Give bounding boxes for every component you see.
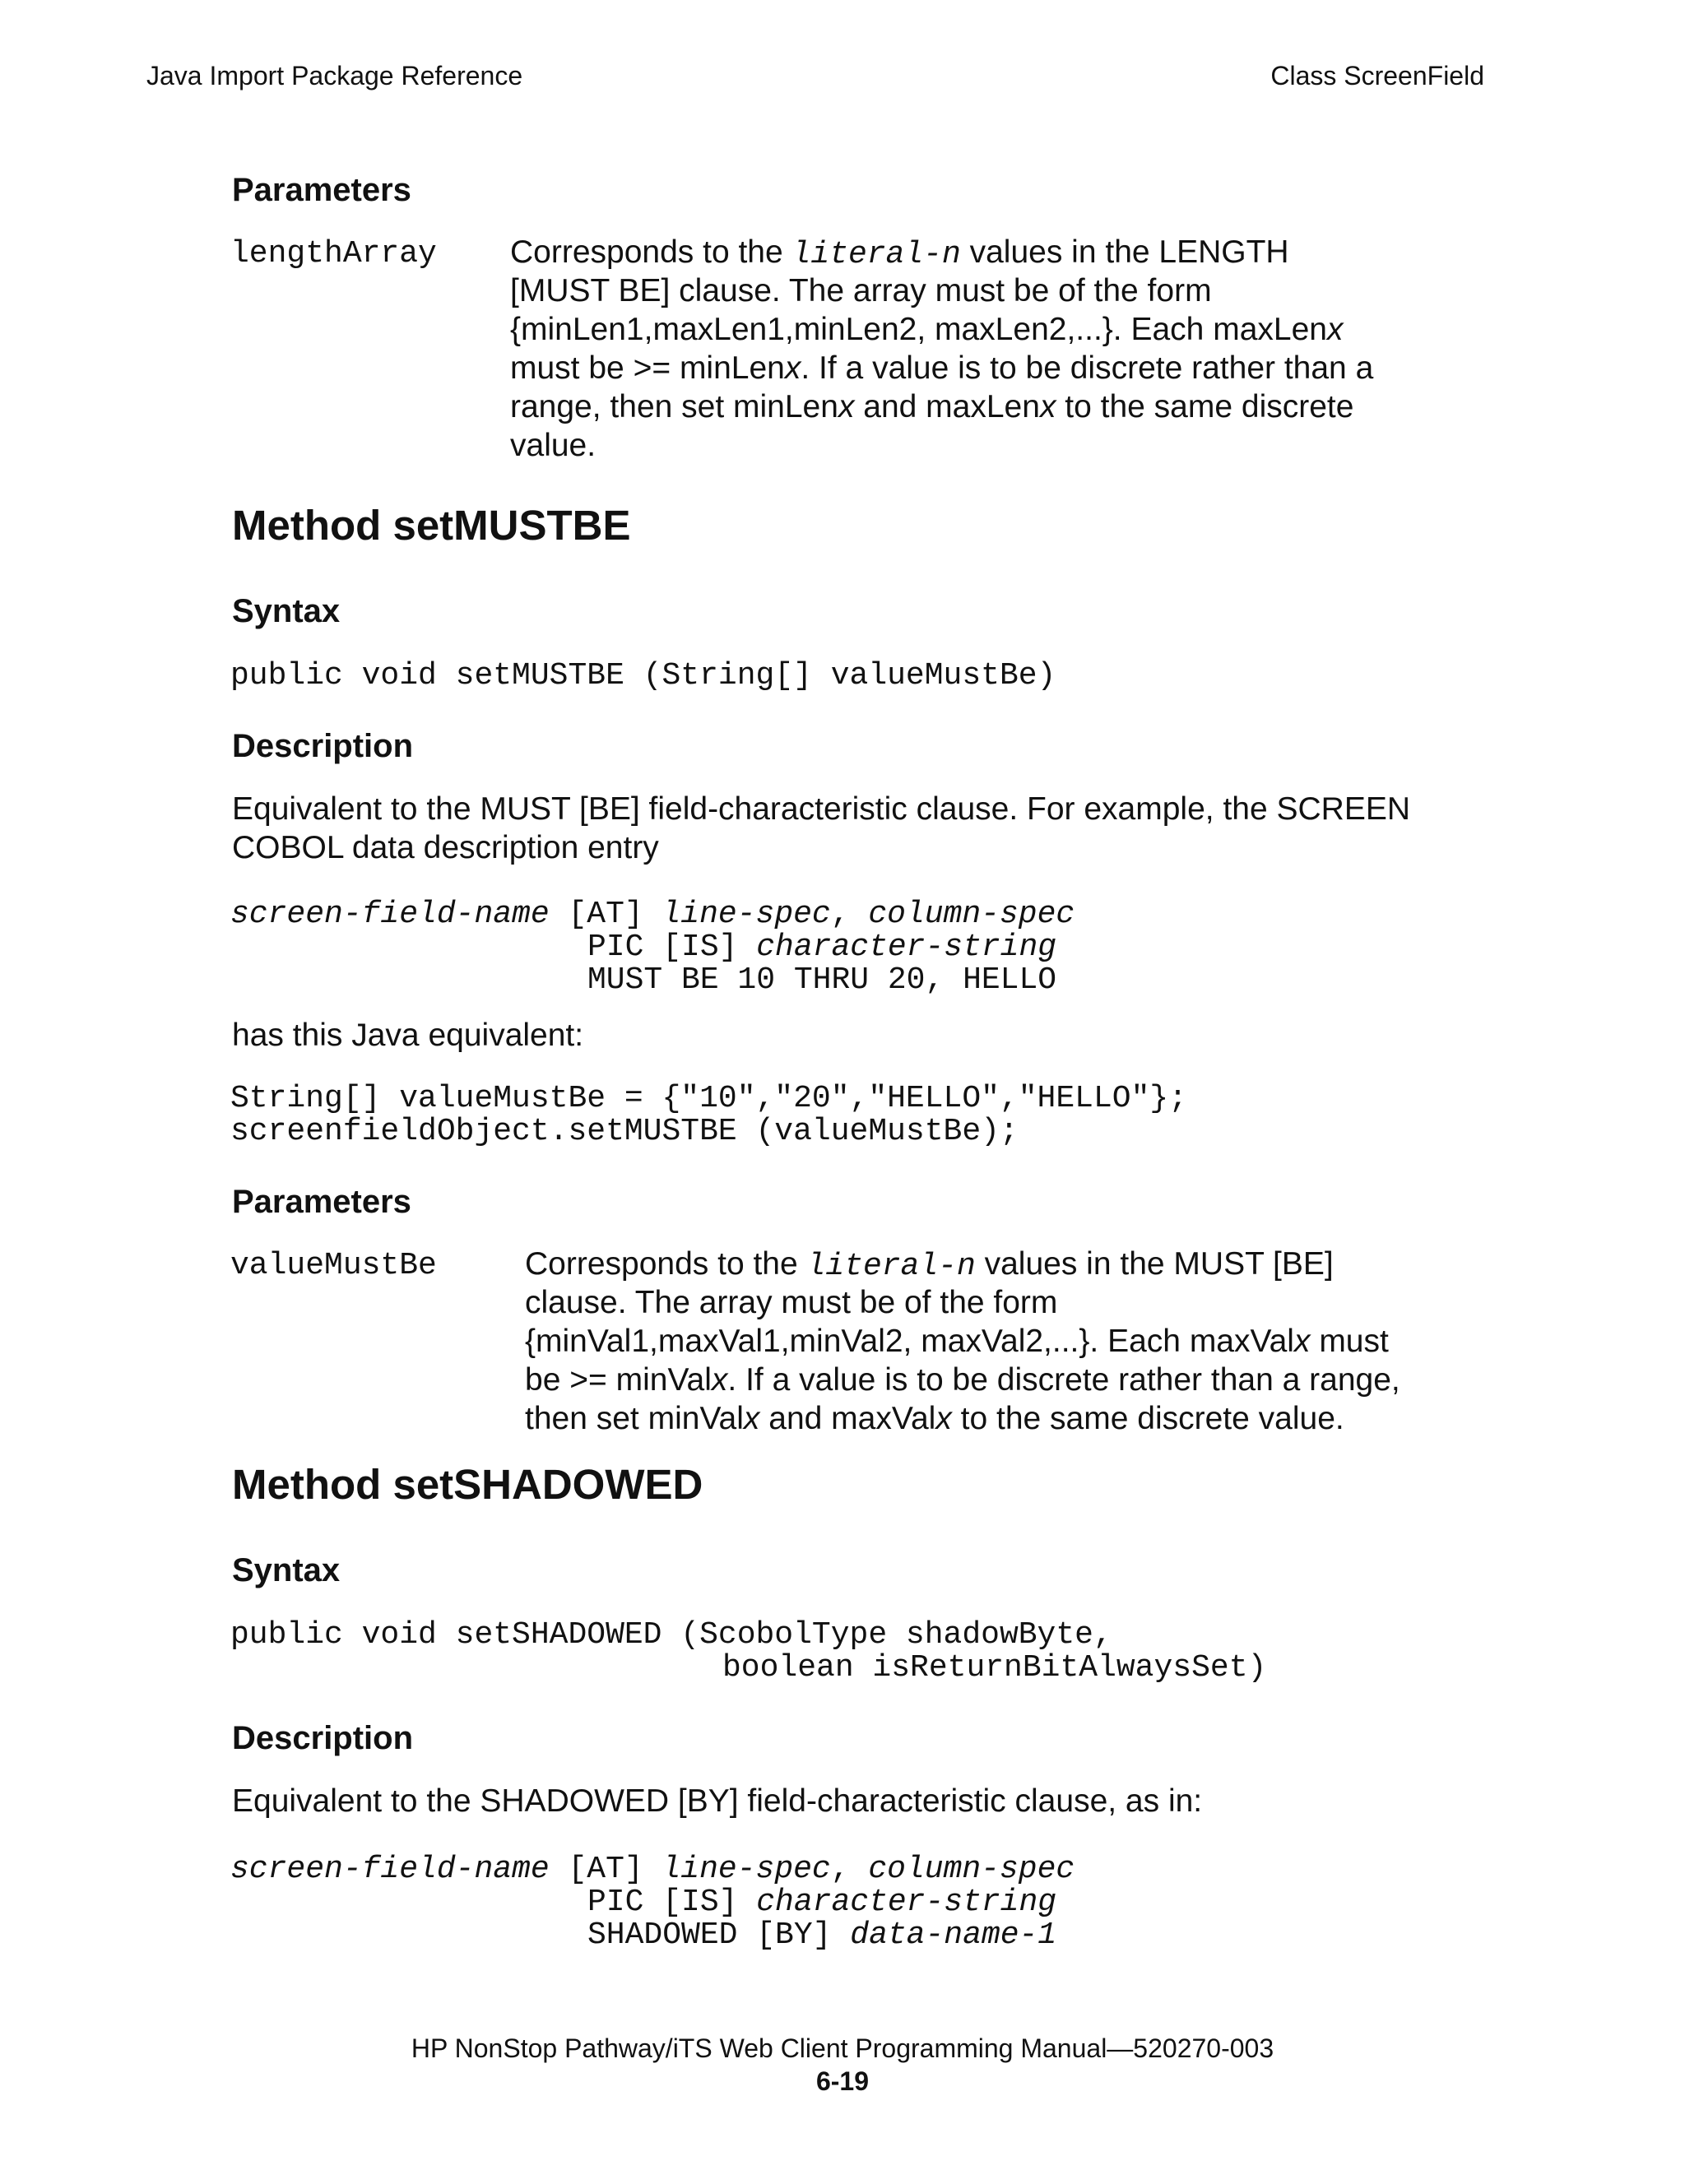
java-code-line: screenfieldObject.setMUSTBE (valueMustBe); <box>230 1114 1019 1149</box>
java-code-line: String[] valueMustBe = {"10","20","HELLO","HELLO"}; <box>230 1081 1187 1116</box>
text-run: values in the MUST [BE] <box>975 1246 1334 1282</box>
description-heading: Description <box>232 1720 414 1756</box>
text-run: and maxVal <box>759 1401 936 1436</box>
syntax-code-line: boolean isReturnBitAlwaysSet) <box>722 1650 1267 1686</box>
param-desc-line: clause. The array must be of the form <box>525 1285 1058 1320</box>
description-line: Equivalent to the SHADOWED [BY] field-characteristic clause, as in: <box>232 1783 1203 1819</box>
code-line <box>230 1853 1075 1886</box>
param-description-valuemustbe <box>525 1245 1400 1438</box>
code-run: PIC [IS] <box>587 930 757 965</box>
italic-code-run: line-spec <box>661 1852 831 1887</box>
running-header-right: Class ScreenField <box>1270 61 1484 90</box>
italic-run: x <box>784 350 801 386</box>
italic-code-run: character-string <box>756 930 1057 965</box>
parameters-heading: Parameters <box>232 1184 411 1220</box>
text-run: {minVal1,maxVal1,minVal2, maxVal2,...}. Each maxVal <box>525 1324 1294 1359</box>
italic-code-run: character-string <box>756 1885 1057 1920</box>
description-line: COBOL data description entry <box>232 830 659 865</box>
code-line <box>230 898 1075 931</box>
code-run: SHADOWED [BY] <box>587 1917 851 1953</box>
code-line <box>587 1919 1056 1952</box>
code-run: PIC [IS] <box>587 1885 757 1920</box>
italic-code-run: column-spec <box>868 1852 1075 1887</box>
param-desc-line <box>525 1399 1400 1438</box>
syntax-heading: Syntax <box>232 1552 341 1588</box>
italic-run: x <box>1326 312 1344 347</box>
text-run: {minLen1,maxLen1,minLen2, maxLen2,...}. Each maxLen <box>510 312 1327 347</box>
page-number: 6-19 <box>815 2066 870 2096</box>
italic-run: x <box>711 1362 728 1398</box>
italic-code-run: literal-n <box>806 1249 976 1284</box>
italic-code-run: screen-field-name <box>230 897 550 932</box>
code-line: MUST BE 10 THRU 20, HELLO <box>587 962 1057 998</box>
text-run: must be >= minLen <box>510 350 785 386</box>
syntax-code: public void setMUSTBE (String[] valueMustBe) <box>230 658 1056 693</box>
code-run: , <box>830 1852 869 1887</box>
param-desc-line <box>525 1361 1400 1399</box>
syntax-heading: Syntax <box>232 593 341 629</box>
text-run: . If a value is to be discrete rather than a range, <box>727 1362 1400 1398</box>
method-heading-setmustbe: Method setMUSTBE <box>232 502 631 549</box>
param-desc-line <box>510 387 1373 426</box>
code-run: [AT] <box>549 897 662 932</box>
italic-run: x <box>935 1401 952 1436</box>
italic-code-run: literal-n <box>791 237 961 272</box>
footer-title: HP NonStop Pathway/iTS Web Client Programming Manual—520270-003 <box>411 2033 1274 2063</box>
italic-code-run: data-name-1 <box>850 1917 1057 1953</box>
method-heading-setshadowed: Method setSHADOWED <box>232 1461 703 1508</box>
param-desc-line <box>525 1245 1400 1283</box>
italic-run: x <box>743 1401 760 1436</box>
italic-code-run: line-spec <box>661 897 831 932</box>
param-desc-line <box>510 349 1373 387</box>
italic-run: x <box>1293 1324 1311 1359</box>
italic-run: x <box>1039 389 1056 424</box>
running-header-left: Java Import Package Reference <box>146 61 523 90</box>
text-run: to the same discrete <box>1056 389 1354 424</box>
param-name-valuemustbe: valueMustBe <box>230 1248 437 1283</box>
param-desc-line <box>510 310 1373 349</box>
java-equivalent-intro: has this Java equivalent: <box>232 1018 584 1053</box>
italic-code-run: column-spec <box>868 897 1075 932</box>
text-run: Corresponds to the <box>510 234 792 270</box>
param-desc-line <box>525 1322 1400 1361</box>
text-run: to the same discrete value. <box>951 1401 1344 1436</box>
description-line: Equivalent to the MUST [BE] field-characteristic clause. For example, the SCREEN <box>232 791 1411 827</box>
code-line <box>587 1886 1056 1919</box>
parameters-heading: Parameters <box>232 172 411 208</box>
param-desc-line <box>510 233 1373 271</box>
text-run: range, then set minLen <box>510 389 838 424</box>
text-run: must <box>1310 1324 1389 1359</box>
description-heading: Description <box>232 728 414 764</box>
code-run: , <box>830 897 869 932</box>
syntax-code-line: public void setSHADOWED (ScobolType shadowByte, <box>230 1617 1112 1653</box>
text-run: be >= minVal <box>525 1362 712 1398</box>
param-description-lengtharray <box>510 233 1373 465</box>
text-run: then set minVal <box>525 1401 744 1436</box>
text-run: . If a value is to be discrete rather than a <box>801 350 1374 386</box>
param-name-lengtharray: lengthArray <box>230 236 437 271</box>
text-run: Corresponds to the <box>525 1246 807 1282</box>
italic-code-run: screen-field-name <box>230 1852 550 1887</box>
code-run: [AT] <box>549 1852 662 1887</box>
italic-run: x <box>838 389 855 424</box>
text-run: and maxLen <box>854 389 1040 424</box>
param-desc-line: value. <box>510 428 596 463</box>
text-run: values in the LENGTH <box>960 234 1289 270</box>
param-desc-line: [MUST BE] clause. The array must be of the form <box>510 273 1212 308</box>
code-line <box>587 931 1056 964</box>
